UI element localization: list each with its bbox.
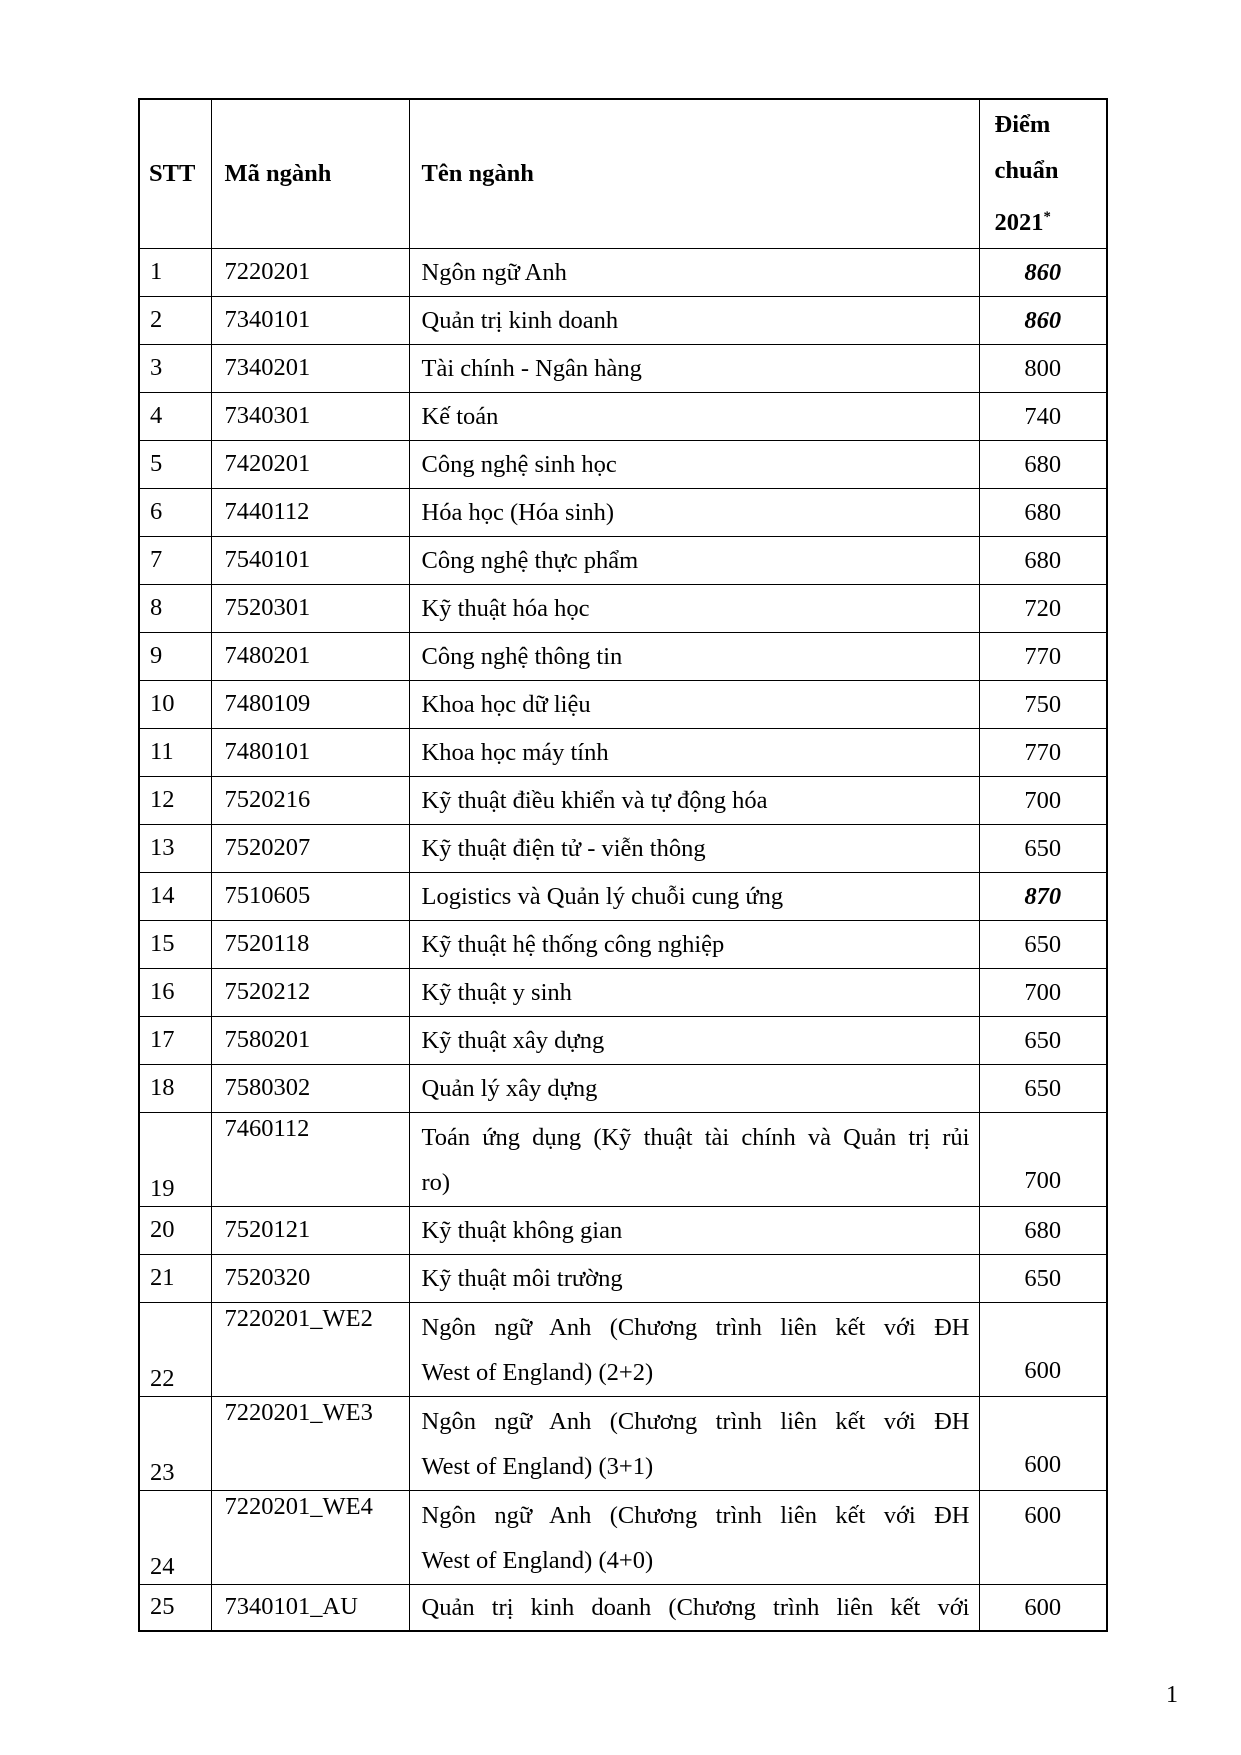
table-row (139, 1016, 1107, 1064)
cell-stt: 16 (139, 968, 211, 1016)
cell-major-code: 7580302 (211, 1064, 409, 1112)
cell-major-name (409, 1302, 979, 1396)
table-row (139, 248, 1107, 296)
major-name-line: Quản trị kinh doanh (421, 306, 619, 334)
cell-major-code: 7220201_WE2 (211, 1302, 409, 1396)
table-header-row (139, 99, 1107, 248)
major-name-line: Kỹ thuật xây dựng (421, 1026, 605, 1054)
table-row (139, 584, 1107, 632)
major-name-line: Tài chính - Ngân hàng (421, 354, 642, 382)
cell-stt: 7 (139, 536, 211, 584)
cell-major-code: 7340301 (211, 392, 409, 440)
table-row (139, 968, 1107, 1016)
cell-stt: 23 (139, 1396, 211, 1490)
cell-major-code: 7510605 (211, 872, 409, 920)
cell-major-code: 7480101 (211, 728, 409, 776)
cell-major-name (409, 728, 979, 776)
major-name-line: ro) (421, 1168, 451, 1196)
cell-stt: 24 (139, 1490, 211, 1584)
major-name-line: Toán ứng dụng (Kỹ thuật tài chính và Quản trị rủi (421, 1123, 970, 1151)
table-row (139, 440, 1107, 488)
cell-stt: 22 (139, 1302, 211, 1396)
page-number: 1 (1166, 1682, 1178, 1708)
header-code: Mã ngành (211, 99, 409, 248)
cell-score: 650 (979, 1016, 1107, 1064)
cell-stt: 8 (139, 584, 211, 632)
cell-score: 600 (979, 1302, 1107, 1396)
table-row (139, 488, 1107, 536)
cell-score: 680 (979, 1206, 1107, 1254)
cell-major-code: 7460112 (211, 1112, 409, 1206)
table-row (139, 1490, 1107, 1584)
major-name-line: Khoa học máy tính (421, 738, 609, 766)
cell-major-name (409, 920, 979, 968)
table-row (139, 1064, 1107, 1112)
cell-score: 600 (979, 1490, 1107, 1584)
cell-major-name (409, 776, 979, 824)
cell-major-name (409, 344, 979, 392)
cell-major-name (409, 440, 979, 488)
cell-major-name (409, 1584, 979, 1631)
table-row (139, 536, 1107, 584)
table-row (139, 1112, 1107, 1206)
cell-major-name (409, 248, 979, 296)
major-name-line: Công nghệ thực phẩm (421, 546, 639, 574)
cell-major-code: 7520212 (211, 968, 409, 1016)
cell-major-name (409, 968, 979, 1016)
cell-score: 600 (979, 1584, 1107, 1631)
cell-score: 680 (979, 488, 1107, 536)
major-name-line: Kế toán (421, 402, 499, 430)
major-name-line: Khoa học dữ liệu (421, 690, 591, 718)
cell-stt: 19 (139, 1112, 211, 1206)
major-name-line: Kỹ thuật điện tử - viễn thông (421, 834, 706, 862)
table-row (139, 296, 1107, 344)
cell-major-code: 7440112 (211, 488, 409, 536)
cell-major-code: 7220201 (211, 248, 409, 296)
cell-stt: 2 (139, 296, 211, 344)
cell-stt: 15 (139, 920, 211, 968)
cell-major-code: 7520207 (211, 824, 409, 872)
footnote-asterisk-icon: * (1043, 208, 1051, 225)
cell-score: 770 (979, 728, 1107, 776)
table-row (139, 344, 1107, 392)
cell-major-code: 7340101 (211, 296, 409, 344)
cell-score: 650 (979, 1254, 1107, 1302)
cell-major-code: 7520320 (211, 1254, 409, 1302)
header-score-year: 2021 (994, 208, 1044, 236)
cell-score: 770 (979, 632, 1107, 680)
cell-score: 860 (979, 296, 1107, 344)
cell-major-code: 7480109 (211, 680, 409, 728)
cell-major-name (409, 536, 979, 584)
cell-stt: 12 (139, 776, 211, 824)
header-stt: STT (139, 99, 211, 248)
cell-major-code: 7220201_WE4 (211, 1490, 409, 1584)
cell-score: 860 (979, 248, 1107, 296)
header-score-line1: Điểm (994, 110, 1051, 138)
cell-stt: 21 (139, 1254, 211, 1302)
cell-score: 800 (979, 344, 1107, 392)
header-score-text (995, 102, 1107, 246)
cell-major-code: 7220201_WE3 (211, 1396, 409, 1490)
major-name-line: Công nghệ thông tin (421, 642, 623, 670)
major-name-line: Quản trị kinh doanh (Chương trình liên kết với (421, 1593, 970, 1621)
cell-score: 700 (979, 776, 1107, 824)
cell-major-name (409, 1206, 979, 1254)
major-name-line: Ngôn ngữ Anh (Chương trình liên kết với ĐH (421, 1313, 970, 1341)
cell-major-name (409, 1490, 979, 1584)
major-name-line: Kỹ thuật điều khiển và tự động hóa (421, 786, 768, 814)
cell-major-code: 7520121 (211, 1206, 409, 1254)
major-name-line: Kỹ thuật y sinh (421, 978, 572, 1006)
major-name-line: Hóa học (Hóa sinh) (421, 498, 615, 526)
major-name-line: Quản lý xây dựng (421, 1074, 598, 1102)
table-body (139, 248, 1107, 1631)
major-name-line: West of England) (3+1) (421, 1452, 654, 1480)
cell-major-name (409, 1016, 979, 1064)
cell-stt: 1 (139, 248, 211, 296)
major-name-line: Kỹ thuật hóa học (421, 594, 590, 622)
cell-major-name (409, 392, 979, 440)
cell-stt: 13 (139, 824, 211, 872)
cell-score: 870 (979, 872, 1107, 920)
header-score-line2: chuẩn (994, 156, 1059, 184)
table-row (139, 1584, 1107, 1631)
cell-major-name (409, 680, 979, 728)
cell-stt: 3 (139, 344, 211, 392)
header-score (979, 99, 1107, 248)
cell-major-name (409, 1064, 979, 1112)
cell-major-code: 7520216 (211, 776, 409, 824)
major-name-line: West of England) (2+2) (421, 1358, 654, 1386)
admission-scores-table (138, 98, 1108, 1632)
cell-major-name (409, 824, 979, 872)
cell-score: 740 (979, 392, 1107, 440)
cell-score: 700 (979, 1112, 1107, 1206)
table-row (139, 1206, 1107, 1254)
cell-score: 650 (979, 824, 1107, 872)
major-name-line: Kỹ thuật hệ thống công nghiệp (421, 930, 725, 958)
cell-score: 680 (979, 536, 1107, 584)
header-score-line3 (995, 194, 1107, 246)
table-row (139, 872, 1107, 920)
cell-major-name (409, 488, 979, 536)
cell-score: 700 (979, 968, 1107, 1016)
cell-major-name (409, 1396, 979, 1490)
cell-stt: 9 (139, 632, 211, 680)
table-row (139, 1396, 1107, 1490)
cell-score: 650 (979, 920, 1107, 968)
table-row (139, 920, 1107, 968)
table-row (139, 392, 1107, 440)
table-row (139, 680, 1107, 728)
major-name-line: Kỹ thuật môi trường (421, 1264, 623, 1292)
cell-major-code: 7540101 (211, 536, 409, 584)
cell-major-name (409, 632, 979, 680)
cell-score: 720 (979, 584, 1107, 632)
table-row (139, 776, 1107, 824)
cell-score: 650 (979, 1064, 1107, 1112)
major-name-line: Logistics và Quản lý chuỗi cung ứng (421, 882, 784, 910)
cell-major-code: 7520301 (211, 584, 409, 632)
cell-major-name (409, 296, 979, 344)
cell-major-code: 7520118 (211, 920, 409, 968)
cell-stt: 18 (139, 1064, 211, 1112)
cell-stt: 25 (139, 1584, 211, 1631)
cell-stt: 10 (139, 680, 211, 728)
cell-score: 600 (979, 1396, 1107, 1490)
cell-major-code: 7340101_AU (211, 1584, 409, 1631)
cell-major-code: 7420201 (211, 440, 409, 488)
cell-stt: 20 (139, 1206, 211, 1254)
cell-major-name (409, 1254, 979, 1302)
cell-stt: 14 (139, 872, 211, 920)
table-row (139, 632, 1107, 680)
table-row (139, 824, 1107, 872)
cell-stt: 6 (139, 488, 211, 536)
cell-major-code: 7480201 (211, 632, 409, 680)
header-name: Tên ngành (409, 99, 979, 248)
major-name-line: West of England) (4+0) (421, 1546, 654, 1574)
cell-stt: 5 (139, 440, 211, 488)
major-name-line: Ngôn ngữ Anh (Chương trình liên kết với ĐH (421, 1407, 970, 1435)
cell-major-code: 7340201 (211, 344, 409, 392)
major-name-line: Ngôn ngữ Anh (421, 258, 567, 286)
table-row (139, 1254, 1107, 1302)
cell-score: 680 (979, 440, 1107, 488)
cell-major-name (409, 1112, 979, 1206)
table-row (139, 728, 1107, 776)
cell-major-name (409, 872, 979, 920)
cell-score: 750 (979, 680, 1107, 728)
major-name-line: Ngôn ngữ Anh (Chương trình liên kết với ĐH (421, 1501, 970, 1529)
cell-major-code: 7580201 (211, 1016, 409, 1064)
cell-major-name (409, 584, 979, 632)
major-name-line: Công nghệ sinh học (421, 450, 617, 478)
cell-stt: 17 (139, 1016, 211, 1064)
cell-stt: 11 (139, 728, 211, 776)
major-name-line: Kỹ thuật không gian (421, 1216, 623, 1244)
table-row (139, 1302, 1107, 1396)
cell-stt: 4 (139, 392, 211, 440)
